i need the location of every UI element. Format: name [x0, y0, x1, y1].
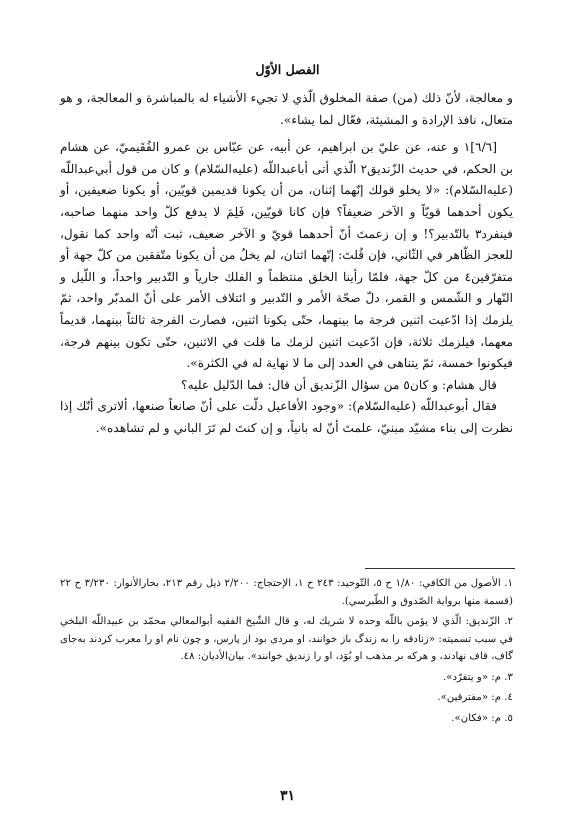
chapter-title: الفصل الأوّل: [255, 62, 320, 77]
paragraph-continuation: و معالجة، لأنّ ذلك (من) صفة المخلوق الّذي لا تجيء الأشياء له بالمباشرة و المعالجة، و هو متعال، نافذ الإرادة و المشيئة، فعّال لما يشاء».: [60, 91, 513, 127]
footnotes: [60, 575, 513, 730]
paragraph-answer: فقال أبوعبداللّه (عليه‌السّلام): «وجود الأفاعيل دلّت على أنّ صانعاً صنعها، ألاترى أنّك إذا نظرت إلى بناء مشيّد مبنيّ، علمتَ أنّ له بانياً، و إن كنتَ لم تَرَ الباني و لم تشاهده».: [60, 399, 513, 435]
footnote-1: ١. الأصول من الكافي: ١/٨٠ ح ٥، التّوحيد: ٢٤٣ ح ١، الإحتجاج: ٢/٢٠٠ ذيل رقم ٢١٣، بحارالأنوار: ٣/٢٣٠ ح ٢٢ (قسمة منها برواية الصّدوق و الطّبرسي).: [60, 578, 513, 607]
main-text: [60, 88, 513, 440]
footnote-divider: [365, 568, 515, 569]
footnote-2: ٢. الزّنديق: الّذي لا يؤمن باللّه وحده لا شريك له، و قال الشّيخ الفقيه أبوالمعالي محمّد بن عبيداللّه البلخي في سبب تسميته: «زنادقه را به زندگ باز خوانند، او مردی بود از پارس، و چون نام او را معرب کردند به‌جای گاف، قاف نهادند، و هرکه بر مذهب او بُوَد، او را زنديق خوانند». بيان‌الأديان: ٤٨.: [60, 616, 513, 662]
footnote-5: ٥. م: «فكان».: [451, 712, 513, 724]
paragraph-hadith: [٦/٦]١ و عنه، عن عليّ بن ابراهيم، عن أبيه، عن عبّاس بن عمرو الفُقَيميّ، عن هشام بن الحكم، في حديث الزّنديق٢ الّذي أتى أباعبداللّه (عليه‌السّلام) و كان من قول أبي‌عبداللّه (عليه‌السّلام): «لا يخلو قولك إنّهما إثنان، من أن يكونا قديمين قويّين، أو يكونا ضعيفين، أو يكون أحدهما قويّاً و الآخر ضعيفاً؟ فإن كانا قويّين، فَلِمَ لا يدفع كلّ واحد منهما صاحبه، فينفرد٣ بالتّدبير؟! و إن زعمتَ أنّ أحدهما قويّ و الآخر ضعيف، ثبت أنّه واحد كما نقول، للعجز الظّاهر في الثّاني، فإن قُلتَ: إنّهما اثنان، لم يخلُ من أن يكونا متّفقين من كلّ جهة أو متفرّقين٤ من كلّ جهة، فلمّا رأينا الخلق منتظماً و الفلك جارياً و التّدبير واحداً، و اللّيل و النّهار و الشّمس و القمر، دلّ صحّة الأمر و التّدبير و ائتلاف الأمر على أنّ المدبّر واحد، ثمّ يلزمك إذا ادّعيت اثنين فرجة ما بينهما، حتّى يكونا اثنين، فصارت الفرجة ثالثاً بينهما، قديماً معهما، فيلزمك ثلاثة، فإن ادّعيت اثنين لزمك ما قلت في الاثنين، حتّى تكون بينهم فرجة، فيكونوا خمسة، ثمّ يتناهى في العدد إلى ما لا نهاية له في الكثرة».: [60, 140, 513, 371]
paragraph-question: قال هشام: و كان٥ من سؤال الزّنديق أن قال: فما الدّليل عليه؟: [181, 377, 497, 392]
page-number: ٣١: [279, 788, 296, 804]
footnote-3: ٣. م: «و يتفرّد».: [442, 671, 513, 683]
footnote-4: ٤. م: «مفترقين».: [437, 692, 513, 703]
